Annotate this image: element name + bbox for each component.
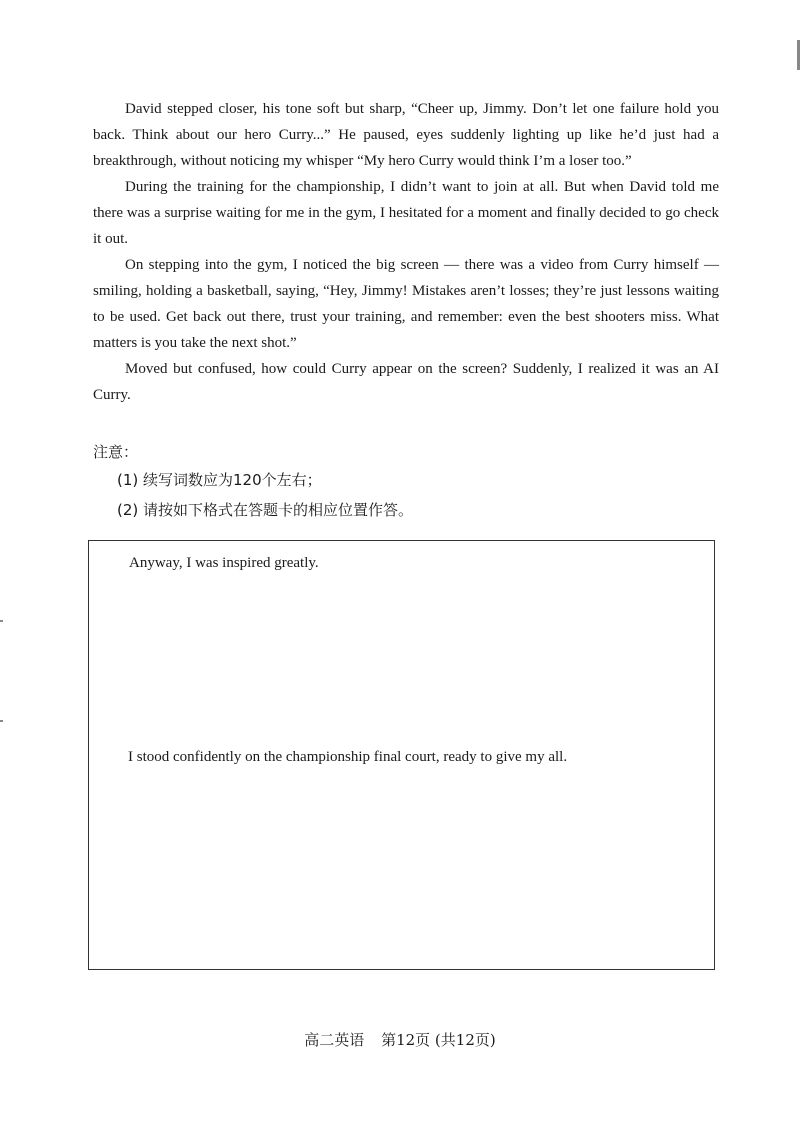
- notes-item-word-count: (1) 续写词数应为120个左右；: [117, 471, 322, 489]
- notes-section: [93, 441, 719, 529]
- story-paragraph-2: During the training for the championship, I didn’t want to join at all. But when David told me there was a surprise waiting for me in the gym, I hesitated for a moment and finally decided to go check it out.: [93, 179, 719, 247]
- page-footer: [0, 1029, 800, 1051]
- story-paragraph-1: David stepped closer, his tone soft but sharp, “Cheer up, Jimmy. Don’t let one failure hold you back. Think about our hero Curry...” He paused, eyes suddenly lighting up like he’d just had a breakthrough, without noticing my whisper “My hero Curry would think I’m a loser too.”: [93, 101, 719, 169]
- scan-edge-mark: [0, 720, 3, 722]
- continuation-prompt-2: I stood confidently on the championship final court, ready to give my all.: [128, 749, 568, 765]
- story-passage: [93, 96, 719, 408]
- story-paragraph-3: On stepping into the gym, I noticed the big screen — there was a video from Curry himself — smiling, holding a basketball, saying, “Hey, Jimmy! Mistakes aren’t losses; they’re just lessons waiting to be used. Get back out there, trust your training, and remember: even the best shooters miss. What matters is you take the next shot.”: [93, 257, 719, 351]
- continuation-prompt-1: Anyway, I was inspired greatly.: [129, 555, 319, 571]
- notes-title: 注意：: [93, 443, 139, 461]
- scan-edge-mark: [0, 620, 3, 622]
- answer-box: [88, 540, 715, 970]
- footer-page-number: 第12页 (共12页): [381, 1031, 496, 1049]
- story-paragraph-4: Moved but confused, how could Curry appear on the screen? Suddenly, I realized it was an AI Curry.: [93, 361, 719, 403]
- notes-item-format: (2) 请按如下格式在答题卡的相应位置作答。: [117, 501, 414, 519]
- footer-subject: 高二英语: [304, 1031, 365, 1049]
